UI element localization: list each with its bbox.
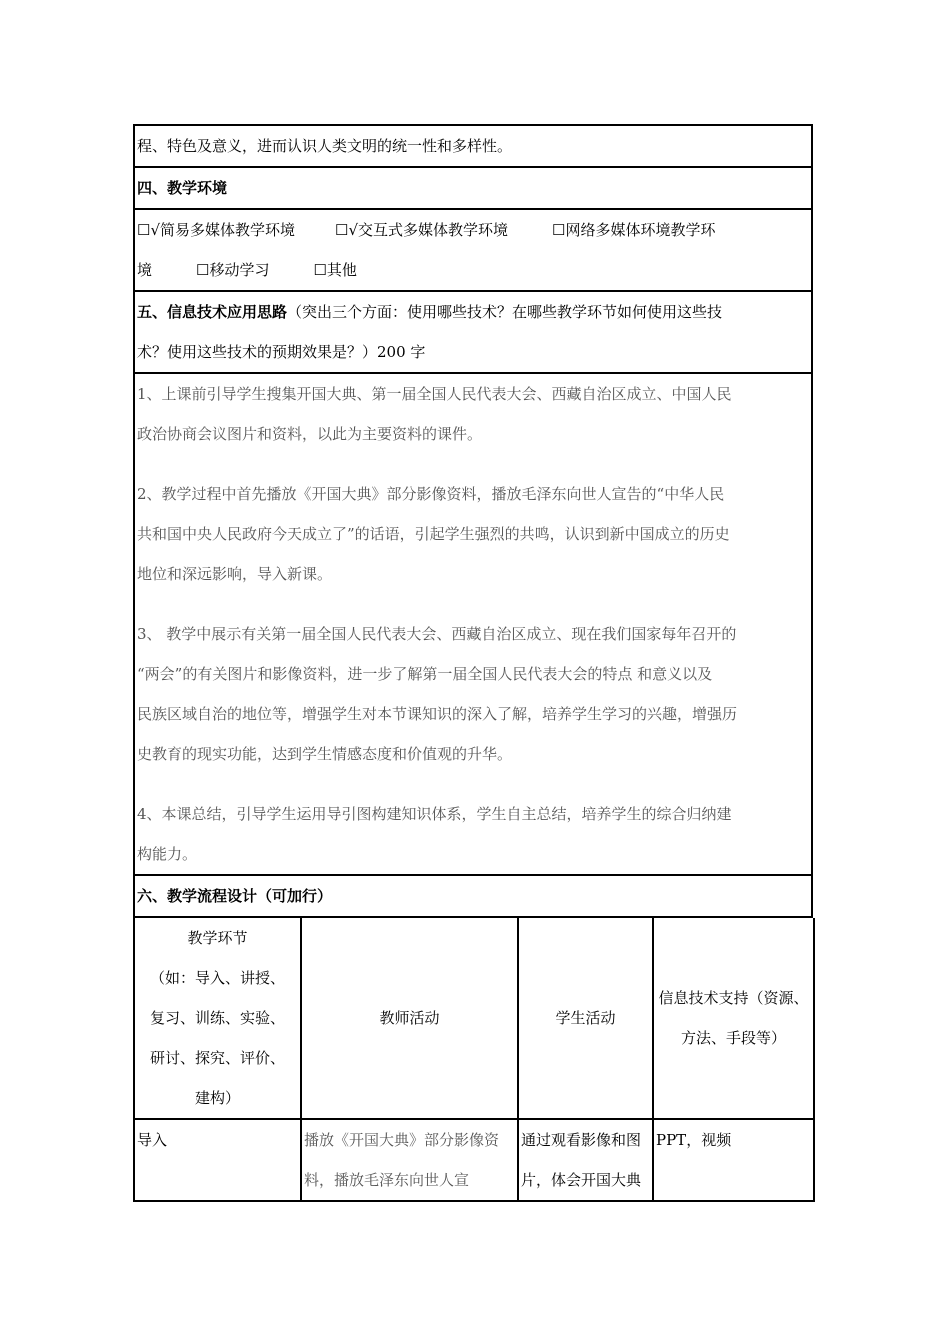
option-network-multimedia-cont: 境 <box>137 261 153 279</box>
header-stage <box>134 918 301 1119</box>
header-stage-line: 教学环节 <box>187 929 248 947</box>
section3-tail-text: 程、特色及意义，进而认识人类文明的统一性和多样性。 <box>137 137 513 155</box>
section5-heading-note: （突出三个方面：使用哪些技术？在哪些教学环节如何使用这些技 <box>287 303 723 321</box>
header-student: 学生活动 <box>518 918 653 1119</box>
header-teacher: 教师活动 <box>301 918 518 1119</box>
paragraph-2-line: 地位和深远影响，导入新课。 <box>137 565 333 583</box>
paragraph-2 <box>137 474 809 594</box>
cell-tech: PPT，视频 <box>653 1119 814 1201</box>
section4-options <box>133 210 813 292</box>
option-other[interactable]: ☐其他 <box>313 261 357 279</box>
paragraph-4-line: 4、本课总结，引导学生运用导引图构建知识体系，学生自主总结，培养学生的综合归纳建 <box>137 805 732 823</box>
paragraph-3-line: 3、 教学中展示有关第一届全国人民代表大会、西藏自治区成立、现在我们国家每年召开的 <box>137 625 737 643</box>
section4-heading <box>133 168 813 210</box>
paragraph-3 <box>137 614 809 774</box>
paragraph-3-line: 史教育的现实功能，达到学生情感态度和价值观的升华。 <box>137 745 513 763</box>
header-stage-line: 复习、训练、实验、 <box>149 1009 285 1027</box>
option-network-multimedia[interactable]: ☐网络多媒体环境教学环 <box>552 221 716 239</box>
cell-stage: 导入 <box>134 1119 301 1201</box>
option-mobile-learning[interactable]: ☐移动学习 <box>196 261 270 279</box>
cell-student: 通过观看影像和图片，体会开国大典 <box>518 1119 653 1201</box>
paragraph-4-line: 构能力。 <box>137 845 198 863</box>
lesson-plan-table <box>133 124 813 1202</box>
section6-heading <box>133 876 813 918</box>
paragraph-3-line: 民族区域自治的地位等，增强学生对本节课知识的深入了解，培养学生学习的兴趣，增强历 <box>137 705 738 723</box>
option-simple-multimedia[interactable]: ☐√简易多媒体教学环境 <box>137 221 296 239</box>
paragraph-2-line: 2、教学过程中首先播放《开国大典》部分影像资料，播放毛泽东向世人宣告的“中华人民 <box>137 485 725 503</box>
header-tech: 信息技术支持（资源、方法、手段等） <box>653 918 814 1119</box>
section5-heading <box>133 292 813 374</box>
paragraph-2-line: 共和国中央人民政府今天成立了”的话语，引起学生强烈的共鸣，认识到新中国成立的历史 <box>137 525 730 543</box>
section5-heading-title: 五、信息技术应用思路 <box>137 303 288 321</box>
option-interactive-multimedia[interactable]: ☐√交互式多媒体教学环境 <box>335 221 509 239</box>
table-header-row <box>134 918 814 1119</box>
paragraph-4 <box>137 794 809 874</box>
paragraph-3-line: “两会”的有关图片和影像资料，进一步了解第一届全国人民代表大会的特点 和意义以及 <box>137 665 713 683</box>
paragraph-1-line: 政治协商会议图片和资料，以此为主要资料的课件。 <box>137 425 483 443</box>
paragraph-1 <box>137 374 809 454</box>
table-row <box>134 1119 814 1201</box>
paragraph-1-line: 1、上课前引导学生搜集开国大典、第一届全国人民代表大会、西藏自治区成立、中国人民 <box>137 385 732 403</box>
header-stage-line: 研讨、探究、评价、 <box>149 1049 285 1067</box>
section5-body <box>133 374 813 876</box>
flow-design-table <box>133 918 815 1202</box>
section4-heading-text: 四、教学环境 <box>137 179 228 197</box>
header-stage-line: （如：导入、讲授、 <box>149 969 285 987</box>
cell-teacher: 播放《开国大典》部分影像资料，播放毛泽东向世人宣 <box>301 1119 518 1201</box>
header-stage-line: 建构） <box>194 1089 240 1107</box>
section5-heading-note-2: 术？使用这些技术的预期效果是？）200 字 <box>137 343 426 361</box>
section6-heading-text: 六、教学流程设计（可加行） <box>137 887 333 905</box>
section3-tail <box>133 124 813 168</box>
